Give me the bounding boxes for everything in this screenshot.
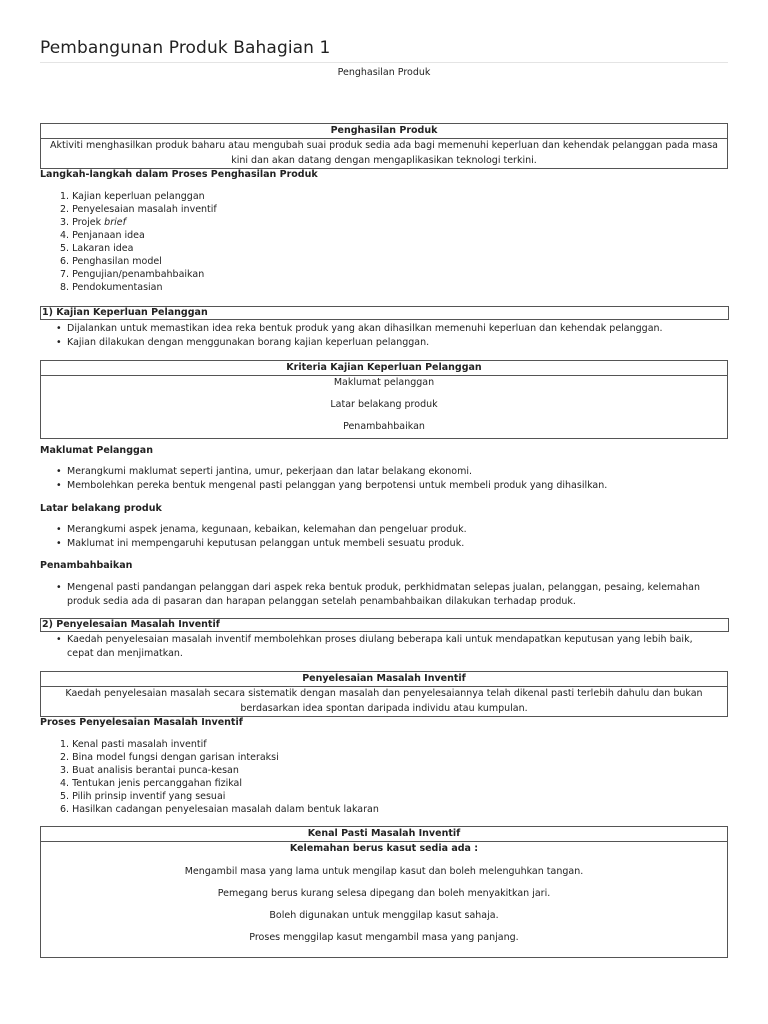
weakness-item: Mengambil masa yang lama untuk mengilap kasut dan boleh melenguhkan tangan. xyxy=(184,866,584,877)
box-subheading: Kelemahan berus kasut sedia ada : xyxy=(289,843,479,854)
kriteria-box xyxy=(40,360,728,439)
maklumat-heading: Maklumat Pelanggan xyxy=(40,445,153,456)
section-1-bullets xyxy=(67,322,722,350)
list-item: 3. Projek brief xyxy=(60,217,126,228)
box-body: Kaedah penyelesaian masalah secara sistematik dengan masalah dan penyelesaiannya telah dikenal pasti terlebih dahulu dan bukan berdasarkan idea spontan daripada individu atau kumpulan. xyxy=(65,688,703,714)
list-item: • Dijalankan untuk memastikan idea reka bentuk produk yang akan dihasilkan memenuhi keperluan dan kehendak pelanggan. xyxy=(67,322,722,336)
box-heading: Kenal Pasti Masalah Inventif xyxy=(41,827,727,842)
page-title: Pembangunan Produk Bahagian 1 xyxy=(40,38,331,58)
proses-list xyxy=(60,738,379,816)
list-item: 1. Kenal pasti masalah inventif xyxy=(60,739,207,750)
list-item: 8. Pendokumentasian xyxy=(60,282,163,293)
box-body xyxy=(41,842,727,945)
section-2-bullets xyxy=(67,633,722,661)
weakness-item: Boleh digunakan untuk menggilap kasut sahaja. xyxy=(269,910,499,921)
criteria-item: Penambahbaikan xyxy=(343,421,425,432)
box-heading: Penyelesaian Masalah Inventif xyxy=(41,672,727,687)
penambahbaikan-bullets xyxy=(67,581,722,609)
kenal-pasti-box xyxy=(40,826,728,958)
section-1-heading: 1) Kajian Keperluan Pelanggan xyxy=(40,306,729,320)
list-item: • Merangkumi aspek jenama, kegunaan, kebaikan, kelemahan dan pengeluar produk. xyxy=(67,523,722,537)
page-subtitle: Penghasilan Produk xyxy=(337,67,431,78)
box-heading: Kriteria Kajian Keperluan Pelanggan xyxy=(41,361,727,376)
penghasilan-produk-box xyxy=(40,123,728,169)
list-item: 3. Buat analisis berantai punca-kesan xyxy=(60,765,239,776)
maklumat-bullets xyxy=(67,465,722,493)
list-item: • Membolehkan pereka bentuk mengenal pasti pelanggan yang berpotensi untuk membeli produk yang dihasilkan. xyxy=(67,479,722,493)
criteria-item: Maklumat pelanggan xyxy=(333,377,435,388)
latar-bullets xyxy=(67,523,722,551)
latar-heading: Latar belakang produk xyxy=(40,503,162,514)
weakness-item: Proses menggilap kasut mengambil masa yang panjang. xyxy=(249,932,519,943)
proses-heading: Proses Penyelesaian Masalah Inventif xyxy=(40,717,243,728)
section-2-heading: 2) Penyelesaian Masalah Inventif xyxy=(40,618,729,632)
list-item: 6. Hasilkan cadangan penyelesaian masalah dalam bentuk lakaran xyxy=(60,804,379,815)
list-item: • Maklumat ini mempengaruhi keputusan pelanggan untuk membeli sesuatu produk. xyxy=(67,537,722,551)
steps-heading: Langkah-langkah dalam Proses Penghasilan Produk xyxy=(40,169,318,180)
list-item: 2. Bina model fungsi dengan garisan interaksi xyxy=(60,752,279,763)
box-body xyxy=(41,376,727,434)
weakness-item: Pemegang berus kurang selesa dipegang dan boleh menyakitkan jari. xyxy=(217,888,551,899)
list-item: 5. Lakaran idea xyxy=(60,243,134,254)
list-item: 2. Penyelesaian masalah inventif xyxy=(60,204,217,215)
list-item: • Merangkumi maklumat seperti jantina, umur, pekerjaan dan latar belakang ekonomi. xyxy=(67,465,722,479)
box-body: Aktiviti menghasilkan produk baharu atau mengubah suai produk sedia ada bagi memenuhi keperluan dan kehendak pelanggan pada masa kini dan akan datang dengan mengaplikasikan teknologi terkini. xyxy=(50,140,718,166)
box-heading: Penghasilan Produk xyxy=(41,124,727,139)
steps-list xyxy=(60,190,217,294)
penyelesaian-box xyxy=(40,671,728,717)
list-item: 1. Kajian keperluan pelanggan xyxy=(60,191,205,202)
list-item: • Kajian dilakukan dengan menggunakan borang kajian keperluan pelanggan. xyxy=(67,336,722,350)
title-divider xyxy=(40,62,728,63)
list-item: 5. Pilih prinsip inventif yang sesuai xyxy=(60,791,226,802)
penambahbaikan-heading: Penambahbaikan xyxy=(40,560,133,571)
list-item: • Kaedah penyelesaian masalah inventif membolehkan proses diulang beberapa kali untuk mendapatkan keputusan yang lebih baik, cepat dan menjimatkan. xyxy=(67,633,722,661)
list-item: 7. Pengujian/penambahbaikan xyxy=(60,269,205,280)
list-item: 4. Penjanaan idea xyxy=(60,230,145,241)
list-item: 6. Penghasilan model xyxy=(60,256,162,267)
criteria-item: Latar belakang produk xyxy=(330,399,438,410)
list-item: 4. Tentukan jenis percanggahan fizikal xyxy=(60,778,243,789)
list-item: • Mengenal pasti pandangan pelanggan dari aspek reka bentuk produk, perkhidmatan selepas jualan, pelanggan, pesaing, kelemahan produk sedia ada di pasaran dan harapan pelanggan setelah penambahbaikan dilakukan terhadap produk. xyxy=(67,581,722,609)
